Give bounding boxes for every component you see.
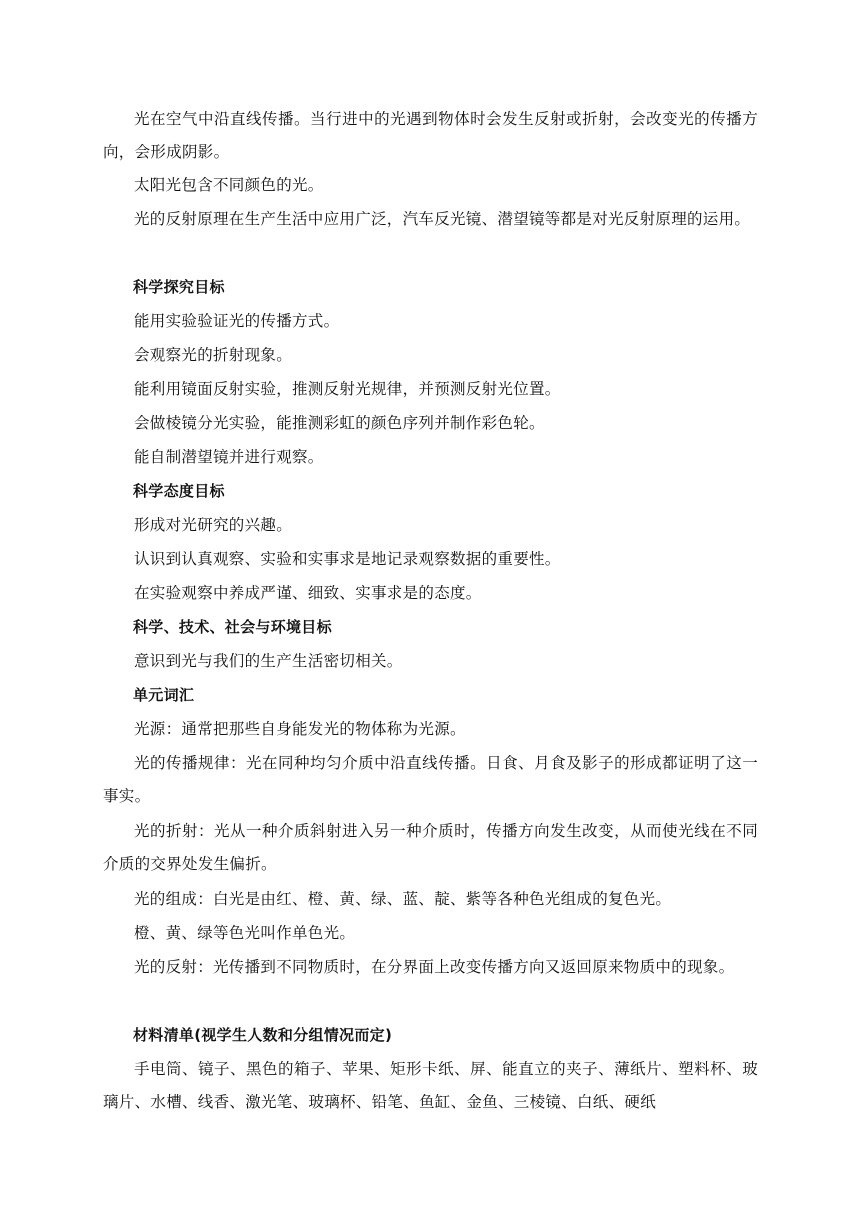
goal-observe-refraction: 会观察光的折射现象。: [134, 346, 293, 364]
vocab-composition: 光的组成：白光是由红、橙、黄、绿、蓝、靛、紫等各种色光组成的复色光。: [134, 890, 672, 908]
attitude-interest: 形成对光研究的兴趣。: [134, 516, 293, 534]
goal-verify-propagation: 能用实验验证光的传播方式。: [134, 312, 340, 330]
vocab-monochromatic: 橙、黄、绿等色光叫作单色光。: [134, 924, 356, 942]
vocab-light-source: 光源：通常把那些自身能发光的物体称为光源。: [134, 720, 466, 738]
vocab-propagation-law: 光的传播规律：光在同种均匀介质中沿直线传播。日食、月食及影子的形成都证明了这一事实。: [103, 754, 758, 805]
attitude-record-data: 认识到认真观察、实验和实事求是地记录观察数据的重要性。: [134, 550, 561, 568]
materials-list: 手电筒、镜子、黑色的箱子、苹果、矩形卡纸、屏、能直立的夹子、薄纸片、塑料杯、玻璃片、水槽、线香、激光笔、玻璃杯、铅笔、鱼缸、金鱼、三棱镜、白纸、硬纸: [103, 1060, 758, 1111]
heading-stse-goals: 科学、技术、社会与环境目标: [133, 618, 332, 636]
paragraph-light-propagation: 光在空气中沿直线传播。当行进中的光遇到物体时会发生反射或折射，会改变光的传播方向，会形成阴影。: [103, 110, 758, 161]
goal-prism-experiment: 会做棱镜分光实验，能推测彩虹的颜色序列并制作彩色轮。: [134, 414, 545, 432]
attitude-rigor: 在实验观察中养成严谨、细致、实事求是的态度。: [134, 584, 482, 602]
heading-inquiry-goals: 科学探究目标: [133, 278, 225, 296]
heading-vocabulary: 单元词汇: [133, 686, 195, 704]
heading-attitude-goals: 科学态度目标: [133, 482, 225, 500]
paragraph-reflection-applications: 光的反射原理在生产生活中应用广泛，汽车反光镜、潜望镜等都是对光反射原理的运用。: [134, 210, 751, 228]
goal-periscope: 能自制潜望镜并进行观察。: [134, 448, 324, 466]
vocab-refraction: 光的折射：光从一种介质斜射进入另一种介质时，传播方向发生改变，从而使光线在不同介质的交界处发生偏折。: [103, 822, 758, 873]
stse-light-life: 意识到光与我们的生产生活密切相关。: [134, 652, 403, 670]
paragraph-sunlight-colors: 太阳光包含不同颜色的光。: [134, 176, 324, 194]
vocab-reflection: 光的反射：光传播到不同物质时，在分界面上改变传播方向又返回原来物质中的现象。: [134, 958, 735, 976]
heading-materials: 材料清单(视学生人数和分组情况而定): [133, 1026, 393, 1044]
goal-mirror-reflection: 能利用镜面反射实验，推测反射光规律，并预测反射光位置。: [134, 380, 561, 398]
